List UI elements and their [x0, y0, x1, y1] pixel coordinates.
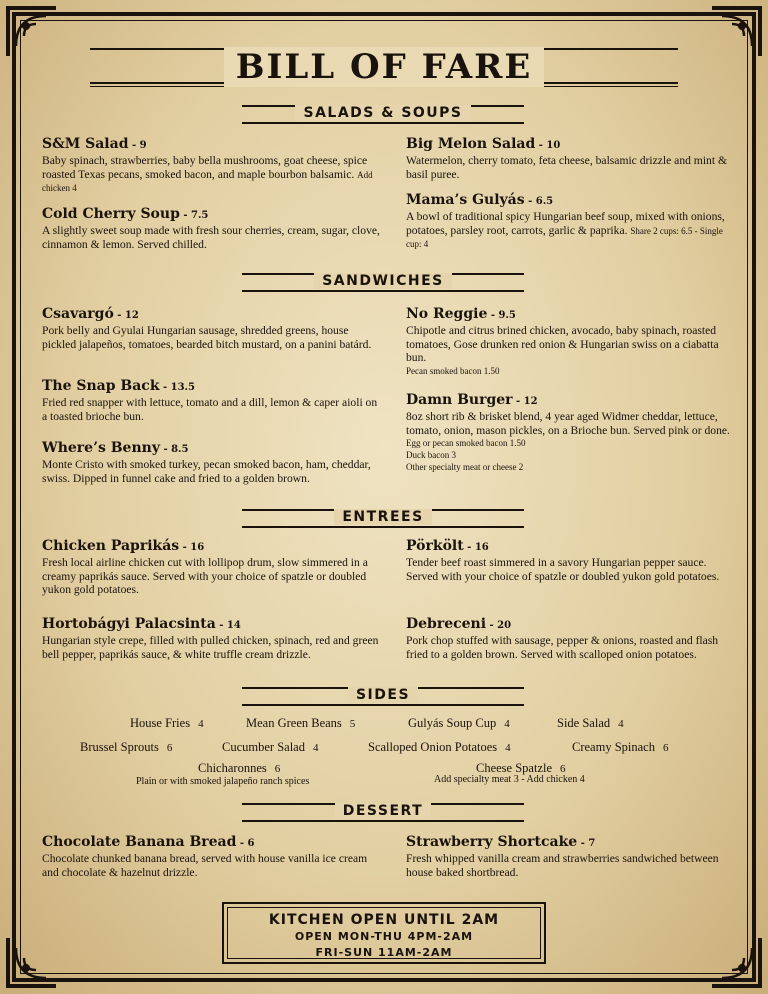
side-name: Scalloped Onion Potatoes [368, 740, 498, 754]
menu-item [42, 616, 380, 661]
side-note: Plain or with smoked jalapeño ranch spices [136, 776, 310, 787]
item-note: Share 2 cups: 6.5 - Single cup: 4 [406, 225, 723, 249]
side-price: 6 [560, 763, 566, 775]
section-title: SANDWICHES [314, 273, 452, 289]
item-name: Damn Burger [406, 392, 513, 408]
item-price: - 7.5 [179, 210, 209, 221]
hours-weekend: FRI-SUN 11AM-2AM [315, 946, 453, 959]
item-description: Hungarian style crepe, filled with pulled chicken, spinach, red and green bell pepper, paprikás sauce, & white truffle cream drizzle. [42, 634, 379, 661]
hours-weekday: OPEN MON-THU 4PM-2AM [294, 930, 474, 943]
title-banner [90, 46, 678, 90]
item-note: Pecan smoked bacon 1.50 [406, 365, 500, 376]
item-price: - 13.5 [159, 382, 195, 393]
side-price: 5 [349, 718, 356, 730]
item-name: Cold Cherry Soup [42, 206, 180, 222]
section-title: DESSERT [335, 803, 432, 819]
item-note: Egg or pecan smoked bacon 1.50 [406, 438, 526, 448]
item-description: Watermelon, cherry tomato, feta cheese, balsamic drizzle and mint & basil puree. [406, 154, 727, 181]
item-name: The Snap Back [42, 378, 160, 394]
item-price: - 12 [512, 396, 538, 407]
section-header-entrees [242, 506, 524, 530]
side-price: 4 [198, 718, 204, 730]
item-name: Mama’s Gulyás [406, 192, 525, 208]
item-price: - 14 [215, 620, 241, 631]
menu-item [42, 206, 380, 251]
item-name: No Reggie [406, 306, 488, 322]
item-price: - 8.5 [159, 444, 189, 455]
item-price: - 9.5 [487, 310, 516, 321]
item-description: Chipotle and citrus brined chicken, avocado, baby spinach, roasted tomatoes, Gose drunken red onion & Hungarian swiss on a ciabatta bun. [406, 324, 719, 364]
section-header-salads [242, 102, 524, 126]
side-item [130, 716, 204, 731]
side-name: House Fries [130, 716, 191, 730]
item-name: S&M Salad [42, 136, 129, 152]
side-name: Cucumber Salad [222, 740, 305, 754]
item-description: Tender beef roast simmered in a savory Hungarian pepper sauce. Served with your choice of spatzle or doubled yukon gold potatoes. [406, 556, 720, 583]
side-price: 4 [505, 742, 511, 754]
menu-item [406, 192, 736, 251]
side-name: Mean Green Beans [246, 716, 342, 730]
corner-flourish-icon [710, 6, 762, 58]
side-name: Chicharonnes [198, 761, 267, 775]
side-item [408, 716, 510, 731]
side-name: Creamy Spinach [572, 740, 655, 754]
item-description: Fresh local airline chicken cut with lollipop drum, slow simmered in a creamy paprikás sauce. Served with your choice of spatzle or doubled yukon gold potatoes. [42, 556, 368, 596]
item-price: - 16 [463, 542, 489, 553]
menu-item [42, 834, 380, 879]
section-title: SIDES [348, 687, 418, 703]
side-price: 6 [166, 742, 173, 754]
item-name: Chocolate Banana Bread [42, 834, 237, 850]
side-item [368, 740, 511, 755]
hours-box [222, 902, 546, 964]
side-note: Add specialty meat 3 - Add chicken 4 [434, 774, 585, 785]
item-name: Big Melon Salad [406, 136, 536, 152]
item-price: - 7 [577, 838, 596, 849]
item-name: Hortobágyi Palacsinta [42, 616, 216, 632]
side-price: 4 [312, 742, 319, 754]
side-name: Gulyás Soup Cup [408, 716, 497, 730]
menu-item [42, 136, 380, 195]
menu-item [406, 306, 736, 377]
item-price: - 20 [486, 620, 512, 631]
item-description: Pork chop stuffed with sausage, pepper & onions, roasted and flash fried to a golden brown. Served with scalloped onion potatoes. [406, 634, 719, 661]
item-price: - 16 [179, 542, 205, 553]
item-description: 8oz short rib & brisket blend, 4 year aged Widmer cheddar, lettuce, tomato, onion, mason pickles, on a Brioche bun. Served pink or done. [406, 410, 730, 437]
item-name: Pörkölt [406, 538, 464, 554]
item-price: - 10 [535, 140, 561, 151]
hours-headline: KITCHEN OPEN UNTIL 2AM [268, 912, 500, 928]
side-item [198, 761, 280, 776]
item-description: Monte Cristo with smoked turkey, pecan smoked bacon, ham, cheddar, swiss. Dipped in funnel cake and fried to a golden brown. [42, 458, 371, 485]
section-header-dessert [242, 800, 524, 824]
section-title: SALADS & SOUPS [295, 105, 470, 121]
side-name: Brussel Sprouts [80, 740, 159, 754]
item-description: Pork belly and Gyulai Hungarian sausage, shredded greens, house pickled jalapeños, tomatoes, bearded bitch mustard, on a panini batárd. [42, 324, 372, 351]
section-header-sandwiches [242, 270, 524, 294]
item-price: - 12 [113, 310, 139, 321]
item-description: Chocolate chunked banana bread, served with house vanilla ice cream and chocolate & hazelnut drizzle. [42, 852, 368, 879]
menu-item [42, 306, 380, 351]
item-price: - 6 [236, 838, 255, 849]
item-name: Strawberry Shortcake [406, 834, 578, 850]
item-description: Baby spinach, strawberries, baby bella mushrooms, goat cheese, spice roasted Texas pecans, smoked bacon, and maple bourbon balsamic. [42, 154, 368, 181]
side-price: 4 [504, 718, 510, 730]
item-note: Add chicken 4 [42, 169, 373, 193]
section-header-sides [242, 684, 524, 708]
item-price: - 9 [128, 140, 147, 151]
item-description: A bowl of traditional spicy Hungarian beef soup, mixed with onions, potatoes, parsley root, carrots, garlic & paprika. [406, 210, 725, 237]
menu-item [406, 136, 736, 181]
corner-flourish-icon [6, 6, 58, 58]
menu-item [406, 616, 742, 661]
section-title: ENTREES [334, 509, 431, 525]
corner-flourish-icon [6, 936, 58, 988]
item-note: Other specialty meat or cheese 2 [406, 462, 524, 472]
side-price: 4 [618, 718, 624, 730]
menu-item [42, 538, 380, 597]
item-name: Csavargó [42, 306, 114, 322]
corner-flourish-icon [710, 936, 762, 988]
item-price: - 6.5 [524, 196, 554, 207]
item-name: Where’s Benny [42, 440, 160, 456]
menu-item [42, 440, 380, 485]
menu-item [406, 538, 736, 583]
side-price: 6 [662, 742, 669, 754]
page-title: BILL OF FARE [224, 47, 545, 87]
side-name: Side Salad [557, 716, 611, 730]
menu-item [406, 834, 736, 879]
item-description: Fried red snapper with lettuce, tomato and a dill, lemon & caper aioli on a toasted brioche bun. [42, 396, 378, 423]
side-name: Cheese Spatzle [476, 761, 553, 775]
item-note: Duck bacon 3 [406, 450, 456, 460]
side-item [222, 740, 318, 755]
item-name: Chicken Paprikás [42, 538, 180, 554]
item-name: Debreceni [406, 616, 487, 632]
side-item [557, 716, 624, 731]
side-item [246, 716, 355, 731]
menu-item [406, 392, 736, 473]
menu-item [42, 378, 380, 423]
side-item [572, 740, 668, 755]
side-price: 6 [274, 763, 281, 775]
item-description: Fresh whipped vanilla cream and strawberries sandwiched between house baked shortbread. [406, 852, 719, 879]
item-description: A slightly sweet soup made with fresh sour cherries, cream, sugar, clove, cinnamon & lemon. Served chilled. [42, 224, 380, 251]
side-item [80, 740, 172, 755]
